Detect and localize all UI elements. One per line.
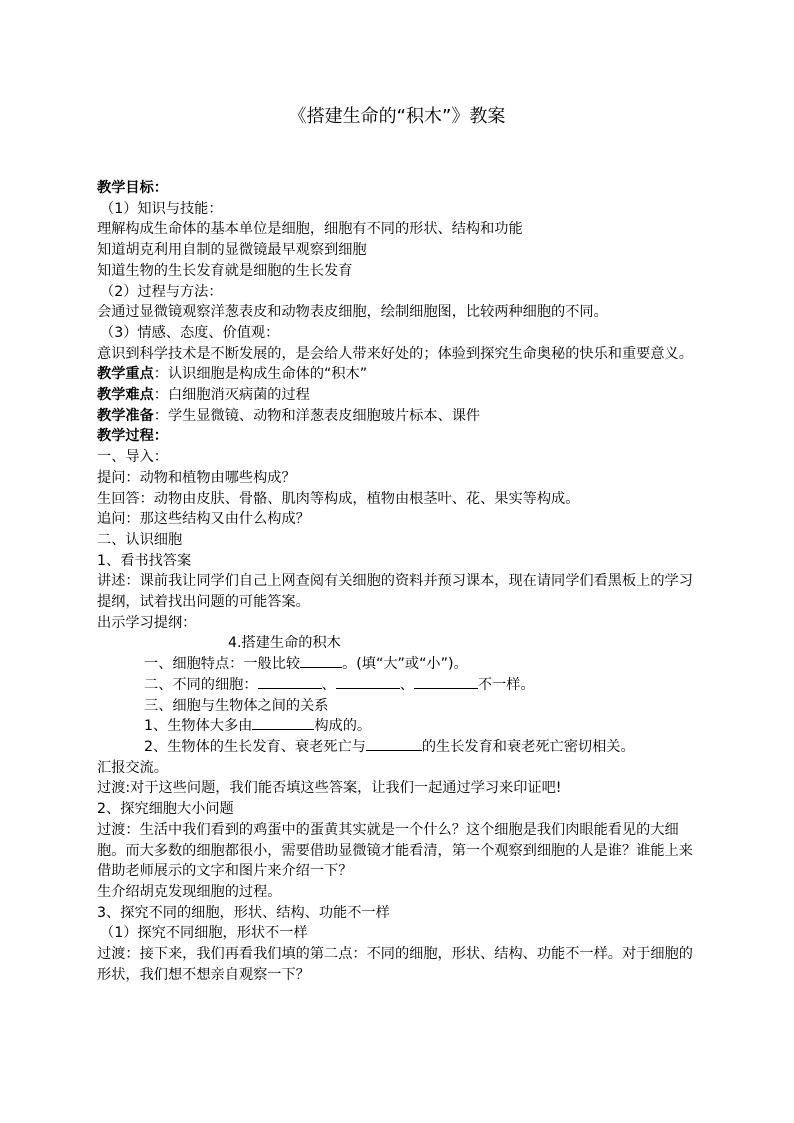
- intro-heading: 一、导入：: [97, 449, 168, 466]
- fill-blank: [414, 675, 478, 689]
- knowledge-line-1: 理解构成生命体的基本单位是细胞，细胞有不同的形状、结构和功能: [97, 221, 523, 238]
- step2-text: 过渡：生活中我们看到的鸡蛋中的蛋黄其实就是一个什么？这个细胞是我们肉眼能看见的大细胞。而大多数的细胞都很小，需要借助显微镜才能看清，第一个观察到细胞的人是谁？谁能上来借助老师展示的文字和图片来介绍一下？: [97, 821, 693, 880]
- fill-blank: [366, 737, 422, 751]
- key-point-line: [97, 364, 707, 385]
- fill-blank: [258, 675, 322, 689]
- fill-blank: [336, 675, 400, 689]
- difficulty-line: [97, 385, 707, 406]
- key-point-label: 教学重点: [97, 366, 154, 383]
- intro-line-1: 提问：动物和植物由哪些构成？: [97, 469, 296, 486]
- preparation-text: ：学生显微镜、动物和洋葱表皮细胞玻片标本、课件: [153, 407, 481, 424]
- report-line: 汇报交流。: [97, 759, 168, 776]
- outline-intro: 出示学习提纲：: [97, 614, 197, 631]
- step3-heading: 3、探究不同的细胞，形状、结构、功能不一样: [97, 904, 390, 921]
- fill-blank: [252, 716, 314, 730]
- outline-item-3-2: 2、生物体的生长发育、衰老死亡与 的生长发育和衰老死亡密切相关。: [144, 738, 635, 755]
- step3-text: 过渡：接下来，我们再看我们填的第二点：不同的细胞，形状、结构、功能不一样。对于细胞的形状，我们想不想亲自观察一下？: [97, 946, 693, 983]
- values-text: 意识到科学技术是不断发展的，是会给人带来好处的；体验到探究生命奥秘的快乐和重要意义。: [97, 345, 693, 362]
- step2-after: 生介绍胡克发现细胞的过程。: [97, 883, 282, 900]
- key-point-text: ：认识细胞是构成生命体的“积木”: [153, 366, 368, 383]
- goals-heading: 教学目标：: [97, 180, 168, 196]
- knowledge-line-2: 知道胡克利用自制的显微镜最早观察到细胞: [97, 242, 367, 259]
- process-method-heading: （2）过程与方法：: [100, 283, 223, 300]
- values-heading: （3）情感、态度、价值观：: [100, 324, 280, 341]
- knowledge-line-3: 知道生物的生长发育就是细胞的生长发育: [97, 262, 353, 279]
- difficulty-label: 教学难点: [97, 387, 154, 404]
- outline-item-3-1: 1、生物体大多由 构成的。: [144, 718, 372, 735]
- knowledge-heading: （1）知识与技能：: [100, 200, 223, 217]
- fill-blank: [300, 654, 342, 668]
- step3-sub: （1）探究不同细胞，形状不一样: [100, 925, 308, 942]
- preparation-line: [97, 406, 707, 427]
- cell-heading: 二、认识细胞: [97, 531, 183, 548]
- outline-item-2: 二、不同的细胞： 、 、 不一样。: [144, 676, 535, 693]
- process-heading: 教学过程：: [97, 428, 168, 445]
- step1-heading: 1、看书找答案: [97, 552, 192, 569]
- preparation-label: 教学准备: [97, 407, 154, 424]
- outline-item-1: 一、细胞特点：一般比较 。(填“大”或“小”)。: [144, 656, 468, 673]
- document-body: [97, 178, 707, 985]
- step1-text: 讲述：课前我让同学们自己上网查阅有关细胞的资料并预习课本，现在请同学们看黑板上的学习提纲，试着找出问题的可能答案。: [97, 573, 693, 611]
- intro-line-3: 追问：那这些结构又由什么构成？: [97, 511, 310, 528]
- document-title: 《搭建生命的“积木”》教案: [288, 106, 506, 127]
- outline-title: 4.搭建生命的积木: [228, 635, 341, 652]
- transition-1: 过渡:对于这些问题，我们能否填这些答案，让我们一起通过学习来印证吧!: [97, 780, 562, 797]
- process-method-line-1: 会通过显微镜观察洋葱表皮和动物表皮细胞，绘制细胞图，比较两种细胞的不同。: [97, 304, 608, 321]
- difficulty-text: ：白细胞消灭病菌的过程: [153, 387, 310, 404]
- outline-item-3: 三、细胞与生物体之间的关系: [144, 697, 329, 714]
- intro-line-2: 生回答：动物由皮肤、骨骼、肌肉等构成，植物由根茎叶、花、果实等构成。: [97, 490, 580, 507]
- step2-heading: 2、探究细胞大小问题: [97, 801, 234, 818]
